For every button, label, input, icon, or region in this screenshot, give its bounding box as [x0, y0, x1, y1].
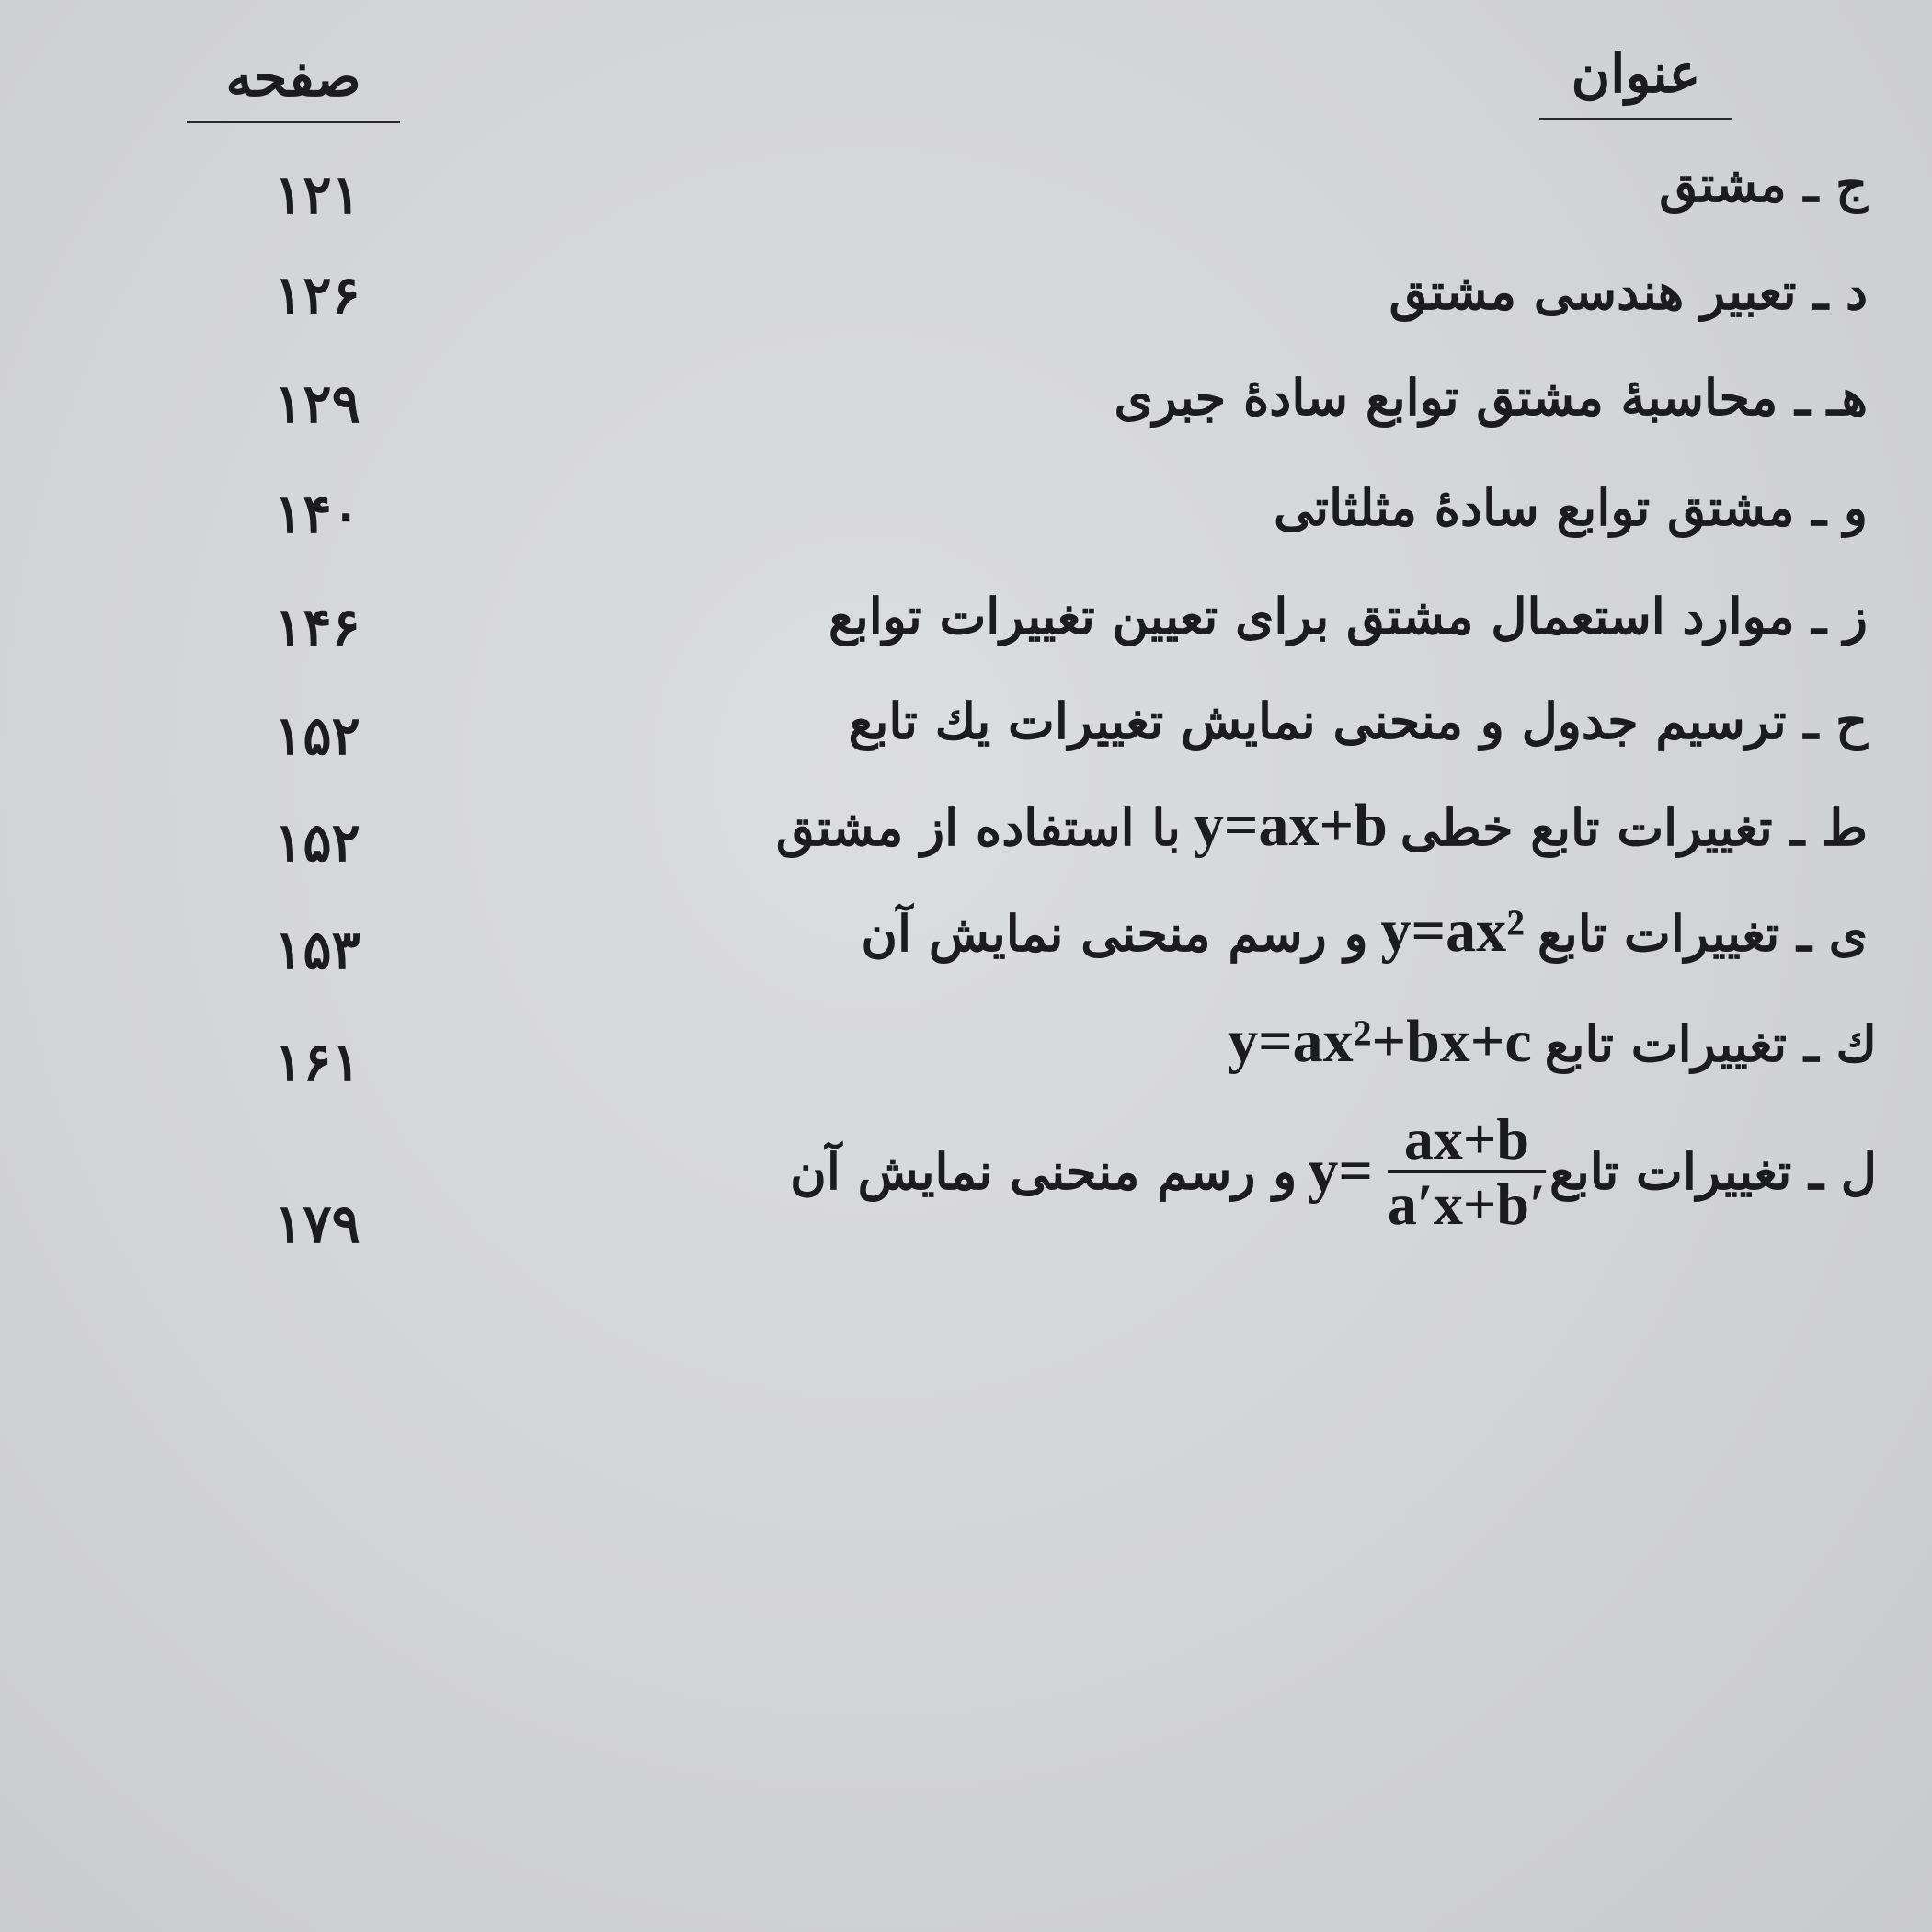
fraction-denominator: a′x+b′ [1387, 1172, 1546, 1238]
formula: y=ax+b [1193, 792, 1388, 859]
toc-entry-page: ۱۲۹ [274, 372, 360, 435]
fraction-formula [1387, 1106, 1546, 1238]
toc-row [0, 791, 1932, 883]
toc-entry-title: ز ـ موارد استعمال مشتق برای تعیین تغییرات توابع [828, 587, 1868, 646]
toc-row [0, 478, 1932, 570]
toc-entry-title [861, 897, 1868, 966]
fraction-numerator: ax+b [1403, 1106, 1529, 1172]
column-header-page: صفحه [187, 46, 400, 123]
toc-entry-page: ۱۷۹ [274, 1193, 360, 1255]
toc-entry-page: ۱۴۶ [274, 596, 360, 658]
toc-entry-title: د ـ تعبیر هندسی مشتق [1389, 262, 1868, 321]
toc-entry-text: و رسم منحنی نمایش آن [861, 904, 1368, 963]
toc-entry-title: و ـ مشتق توابع سادهٔ مثلثاتی [1274, 478, 1868, 537]
formula: y=ax² [1380, 897, 1525, 965]
toc-entry-title: ح ـ ترسیم جدول و منحنی نمایش تغییرات یك تابع [848, 692, 1868, 750]
toc-row [0, 368, 1932, 460]
toc-entry-text: ل ـ تغییرات تابع [1549, 1142, 1877, 1202]
toc-entry-title: هـ ـ محاسبهٔ مشتق توابع سادهٔ جبری [1114, 368, 1868, 427]
toc-row [0, 1108, 1932, 1274]
toc-entry-text: و رسم منحنی نمایش آن [790, 1142, 1298, 1202]
toc-entry-title [1215, 1007, 1877, 1077]
toc-row [0, 587, 1932, 679]
toc-entry-page: ۱۵۲ [274, 811, 360, 874]
toc-entry-text: با استفاده از مشتق [775, 798, 1181, 857]
toc-row [0, 1007, 1932, 1099]
toc-entry-title [790, 1106, 1877, 1238]
column-header-title: عنوان [1539, 42, 1732, 120]
toc-entry-title [776, 791, 1868, 861]
toc-entry-page: ۱۴۰ [274, 483, 360, 545]
toc-entry-page: ۱۵۳ [274, 919, 360, 981]
toc-entry-page: ۱۵۲ [274, 704, 360, 767]
toc-entry-title: ج ـ مشتق [1659, 154, 1868, 213]
toc-entry-text: ط ـ تغییرات تابع خطی [1400, 798, 1868, 857]
toc-row [0, 692, 1932, 783]
toc-row [0, 897, 1932, 989]
formula: y=ax²+bx+c [1228, 1008, 1532, 1075]
formula-lhs: y= [1308, 1137, 1373, 1206]
toc-row [0, 154, 1932, 246]
toc-entry-page: ۱۲۶ [274, 264, 360, 326]
toc-entry-text: ك ـ تغییرات تابع [1544, 1014, 1877, 1073]
toc-entry-page: ۱۲۱ [274, 164, 360, 226]
toc-entry-text: ی ـ تغییرات تابع [1537, 904, 1868, 963]
toc-row [0, 262, 1932, 354]
toc-entry-page: ۱۶۱ [274, 1031, 360, 1093]
